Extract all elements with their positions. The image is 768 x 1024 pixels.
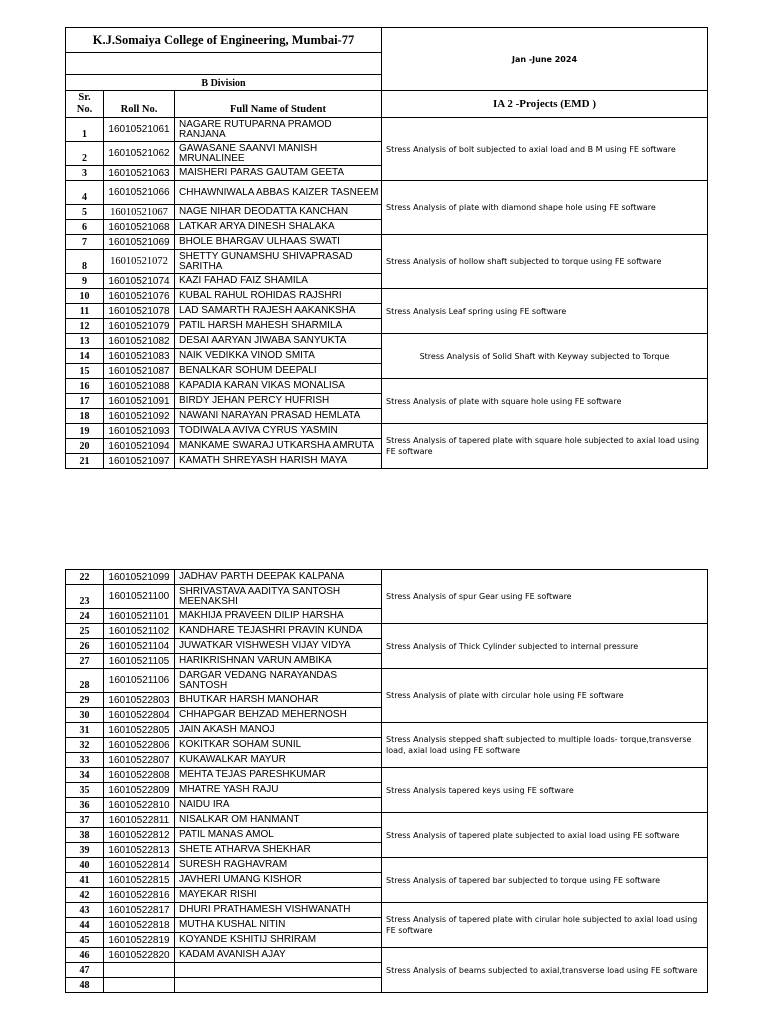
serial-number-cell: 6 [66,220,104,235]
project-title-cell: Stress Analysis of tapered plate with square hole subjected to axial load using FE software [382,424,708,469]
serial-number-cell: 31 [66,723,104,738]
roll-number-cell: 16010521079 [104,319,175,334]
serial-number-cell: 2 [66,142,104,166]
student-name-cell: KOYANDE KSHITIJ SHRIRAM [175,933,382,948]
student-name-cell: CHHAPGAR BEHZAD MEHERNOSH [175,708,382,723]
serial-number-cell: 20 [66,439,104,454]
serial-number-cell: 40 [66,858,104,873]
roll-number-cell: 16010522814 [104,858,175,873]
student-name-cell: BENALKAR SOHUM DEEPALI [175,364,382,379]
roll-number-cell: 16010521091 [104,394,175,409]
roll-number-cell: 16010521099 [104,570,175,585]
roll-number-cell: 16010521061 [104,118,175,142]
student-name-cell: KUKAWALKAR MAYUR [175,753,382,768]
roll-number-cell: 16010521092 [104,409,175,424]
serial-number-cell: 1 [66,118,104,142]
column-header-project: IA 2 -Projects (EMD ) [382,91,708,118]
serial-number-cell: 36 [66,798,104,813]
serial-number-cell: 45 [66,933,104,948]
serial-number-cell: 19 [66,424,104,439]
student-name-cell: SURESH RAGHAVRAM [175,858,382,873]
student-name-cell: NAGE NIHAR DEODATTA KANCHAN [175,205,382,220]
roll-number-cell: 16010521093 [104,424,175,439]
roll-number-cell: 16010521094 [104,439,175,454]
serial-number-cell: 25 [66,624,104,639]
roll-number-cell: 16010521067 [104,205,175,220]
roll-number-cell: 16010521063 [104,166,175,181]
serial-number-cell: 28 [66,669,104,693]
roll-number-cell: 16010522819 [104,933,175,948]
roll-number-cell: 16010522818 [104,918,175,933]
serial-number-cell: 24 [66,609,104,624]
serial-number-cell: 27 [66,654,104,669]
student-name-cell: PATIL HARSH MAHESH SHARMILA [175,319,382,334]
serial-number-cell: 22 [66,570,104,585]
student-name-cell: DHURI PRATHAMESH VISHWANATH [175,903,382,918]
student-name-cell: MAISHERI PARAS GAUTAM GEETA [175,166,382,181]
student-name-cell: MUTHA KUSHAL NITIN [175,918,382,933]
student-name-cell: JAVHERI UMANG KISHOR [175,873,382,888]
roll-number-cell: 16010521062 [104,142,175,166]
project-title-cell: Stress Analysis of tapered plate subjected to axial load using FE software [382,813,708,858]
table-row [66,903,708,918]
roll-number-cell: 16010522803 [104,693,175,708]
roll-number-cell: 16010521097 [104,454,175,469]
serial-number-cell: 30 [66,708,104,723]
serial-number-cell: 34 [66,768,104,783]
table-row [66,235,708,250]
student-name-cell: JADHAV PARTH DEEPAK KALPANA [175,570,382,585]
serial-number-cell: 32 [66,738,104,753]
student-name-cell: KOKITKAR SOHAM SUNIL [175,738,382,753]
column-header-sr [66,91,104,118]
table-row [66,289,708,304]
roll-number-cell: 16010521102 [104,624,175,639]
serial-number-cell: 16 [66,379,104,394]
serial-number-cell: 38 [66,828,104,843]
student-name-cell: MAKHIJA PRAVEEN DILIP HARSHA [175,609,382,624]
serial-number-cell: 5 [66,205,104,220]
division-label: B Division [66,75,382,91]
serial-number-cell: 48 [66,978,104,993]
serial-number-cell: 35 [66,783,104,798]
roll-number-cell: 16010522815 [104,873,175,888]
student-name-cell: BIRDY JEHAN PERCY HUFRISH [175,394,382,409]
roll-number-cell [104,963,175,978]
serial-number-cell: 9 [66,274,104,289]
column-header-sr-line1: Sr. [78,92,91,103]
serial-number-cell: 46 [66,948,104,963]
roll-number-cell: 16010522811 [104,813,175,828]
student-name-cell: LATKAR ARYA DINESH SHALAKA [175,220,382,235]
table-row [66,181,708,205]
roll-number-cell: 16010522808 [104,768,175,783]
project-title-cell: Stress Analysis of bolt subjected to axial load and B M using FE software [382,118,708,181]
table-row [66,424,708,439]
roll-number-cell: 16010521074 [104,274,175,289]
student-name-cell: SHETE ATHARVA SHEKHAR [175,843,382,858]
roll-number-cell: 16010522806 [104,738,175,753]
blank-header-row [66,53,382,75]
student-name-cell: KAZI FAHAD FAIZ SHAMILA [175,274,382,289]
student-name-cell: MAYEKAR RISHI [175,888,382,903]
roll-number-cell: 16010522817 [104,903,175,918]
roll-number-cell: 16010522810 [104,798,175,813]
roll-number-cell: 16010522805 [104,723,175,738]
student-name-cell: DARGAR VEDANG NARAYANDAS SANTOSH [175,669,382,693]
serial-number-cell: 7 [66,235,104,250]
term-label: Jan -June 2024 [382,28,708,91]
student-name-cell: JUWATKAR VISHWESH VIJAY VIDYA [175,639,382,654]
table-2-body [66,570,708,993]
roll-number-cell: 16010522809 [104,783,175,798]
roll-number-cell: 16010522804 [104,708,175,723]
project-title-cell: Stress Analysis Leaf spring using FE software [382,289,708,334]
college-name: K.J.Somaiya College of Engineering, Mumbai-77 [66,28,382,53]
project-title-cell: Stress Analysis tapered keys using FE software [382,768,708,813]
table-row [66,334,708,349]
student-name-cell: NAWANI NARAYAN PRASAD HEMLATA [175,409,382,424]
table-row [66,723,708,738]
table-row [66,858,708,873]
serial-number-cell: 26 [66,639,104,654]
student-name-cell: PATIL MANAS AMOL [175,828,382,843]
student-name-cell: BHOLE BHARGAV ULHAAS SWATI [175,235,382,250]
serial-number-cell: 14 [66,349,104,364]
student-name-cell: KADAM AVANISH AJAY [175,948,382,963]
serial-number-cell: 12 [66,319,104,334]
roll-number-cell [104,978,175,993]
student-name-cell: TODIWALA AVIVA CYRUS YASMIN [175,424,382,439]
roll-number-cell: 16010522813 [104,843,175,858]
table-row [66,379,708,394]
serial-number-cell: 13 [66,334,104,349]
serial-number-cell: 4 [66,181,104,205]
project-title-cell: Stress Analysis of plate with square hole using FE software [382,379,708,424]
project-title-cell: Stress Analysis of spur Gear using FE software [382,570,708,624]
table-row [66,570,708,585]
table-row [66,118,708,142]
project-title-cell: Stress Analysis of tapered plate with cirular hole subjected to axial load using FE software [382,903,708,948]
serial-number-cell: 43 [66,903,104,918]
serial-number-cell: 37 [66,813,104,828]
roll-number-cell: 16010521101 [104,609,175,624]
student-name-cell: NISALKAR OM HANMANT [175,813,382,828]
project-title-cell: Stress Analysis of plate with diamond shape hole using FE software [382,181,708,235]
table-row [66,948,708,963]
serial-number-cell: 11 [66,304,104,319]
serial-number-cell: 3 [66,166,104,181]
table-part-1 [65,27,708,469]
student-name-cell: MHATRE YASH RAJU [175,783,382,798]
student-name-cell: JAIN AKASH MANOJ [175,723,382,738]
column-header-roll: Roll No. [104,91,175,118]
serial-number-cell: 39 [66,843,104,858]
project-title-cell: Stress Analysis of Thick Cylinder subjected to internal pressure [382,624,708,669]
student-name-cell: KAPADIA KARAN VIKAS MONALISA [175,379,382,394]
student-name-cell: LAD SAMARTH RAJESH AAKANKSHA [175,304,382,319]
table-row [66,669,708,693]
project-title-cell: Stress Analysis of Solid Shaft with Keyway subjected to Torque [382,334,708,379]
roll-number-cell: 16010522820 [104,948,175,963]
student-name-cell: DESAI AARYAN JIWABA SANYUKTA [175,334,382,349]
roll-number-cell: 16010521072 [104,250,175,274]
roll-number-cell: 16010521076 [104,289,175,304]
student-name-cell: KAMATH SHREYASH HARISH MAYA [175,454,382,469]
serial-number-cell: 42 [66,888,104,903]
student-name-cell: CHHAWNIWALA ABBAS KAIZER TASNEEM [175,181,382,205]
serial-number-cell: 17 [66,394,104,409]
serial-number-cell: 23 [66,585,104,609]
project-title-cell: Stress Analysis of plate with circular hole using FE software [382,669,708,723]
project-title-cell: Stress Analysis of tapered bar subjected to torque using FE software [382,858,708,903]
serial-number-cell: 8 [66,250,104,274]
roll-number-cell: 16010521078 [104,304,175,319]
table-row [66,813,708,828]
student-name-cell: KANDHARE TEJASHRI PRAVIN KUNDA [175,624,382,639]
project-title-cell: Stress Analysis of hollow shaft subjected to torque using FE software [382,235,708,289]
roll-number-cell: 16010521068 [104,220,175,235]
roll-number-cell: 16010521083 [104,349,175,364]
student-name-cell: GAWASANE SAANVI MANISH MRUNALINEE [175,142,382,166]
roll-number-cell: 16010521100 [104,585,175,609]
project-title-cell: Stress Analysis stepped shaft subjected to multiple loads- torque,transverse load, axial load using FE software [382,723,708,768]
roll-number-cell: 16010521105 [104,654,175,669]
serial-number-cell: 29 [66,693,104,708]
table-row [66,624,708,639]
student-name-cell: SHETTY GUNAMSHU SHIVAPRASAD SARITHA [175,250,382,274]
student-name-cell: KUBAL RAHUL ROHIDAS RAJSHRI [175,289,382,304]
student-name-cell [175,978,382,993]
student-name-cell: NAIK VEDIKKA VINOD SMITA [175,349,382,364]
serial-number-cell: 15 [66,364,104,379]
roll-number-cell: 16010521082 [104,334,175,349]
roll-number-cell: 16010522816 [104,888,175,903]
serial-number-cell: 10 [66,289,104,304]
table-row [66,768,708,783]
student-name-cell: BHUTKAR HARSH MANOHAR [175,693,382,708]
roll-number-cell: 16010521069 [104,235,175,250]
column-header-sr-line2: No. [76,104,93,115]
student-name-cell: MANKAME SWARAJ UTKARSHA AMRUTA [175,439,382,454]
student-name-cell: MEHTA TEJAS PARESHKUMAR [175,768,382,783]
student-name-cell: SHRIVASTAVA AADITYA SANTOSH MEENAKSHI [175,585,382,609]
student-name-cell [175,963,382,978]
serial-number-cell: 44 [66,918,104,933]
serial-number-cell: 47 [66,963,104,978]
serial-number-cell: 41 [66,873,104,888]
student-name-cell: NAGARE RUTUPARNA PRAMOD RANJANA [175,118,382,142]
roll-number-cell: 16010522807 [104,753,175,768]
roll-number-cell: 16010521066 [104,181,175,205]
roll-number-cell: 16010522812 [104,828,175,843]
table-part-2 [65,569,708,993]
project-title-cell: Stress Analysis of beams subjected to axial,transverse load using FE software [382,948,708,993]
roll-number-cell: 16010521104 [104,639,175,654]
serial-number-cell: 18 [66,409,104,424]
roll-number-cell: 16010521106 [104,669,175,693]
serial-number-cell: 21 [66,454,104,469]
student-name-cell: NAIDU IRA [175,798,382,813]
student-name-cell: HARIKRISHNAN VARUN AMBIKA [175,654,382,669]
column-header-name: Full Name of Student [175,91,382,118]
serial-number-cell: 33 [66,753,104,768]
roll-number-cell: 16010521088 [104,379,175,394]
table-1-body [66,28,708,469]
roll-number-cell: 16010521087 [104,364,175,379]
